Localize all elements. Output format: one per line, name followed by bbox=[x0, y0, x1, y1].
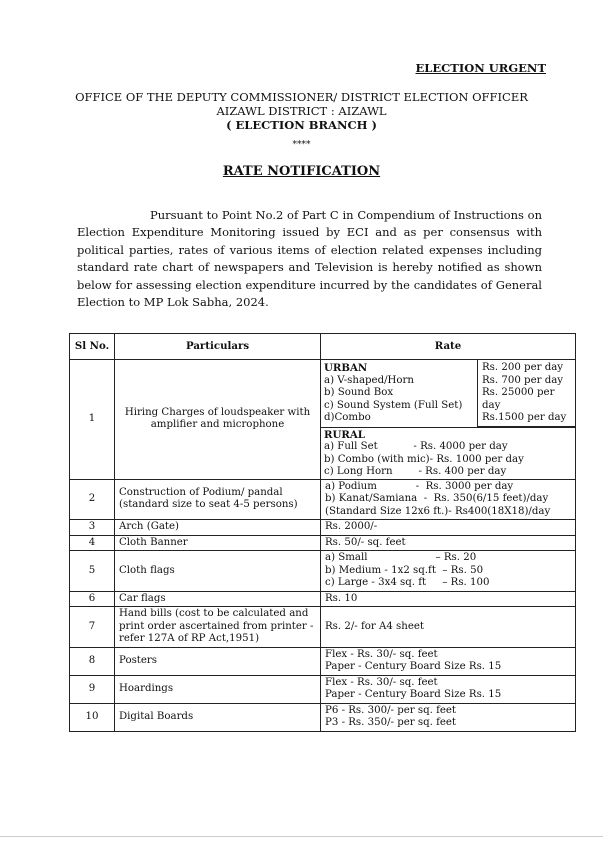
urban-prices: Rs. 200 per day Rs. 700 per day Rs. 25000 per day Rs.1500 per day bbox=[478, 360, 576, 426]
page-title: RATE NOTIFICATION bbox=[222, 164, 381, 179]
table-row bbox=[70, 607, 576, 648]
row8-sl: 8 bbox=[70, 647, 115, 675]
row1-rate bbox=[321, 360, 576, 480]
header-particulars: Particulars bbox=[115, 334, 321, 360]
intro-paragraph: Pursuant to Point No.2 of Part C in Compendium of Instructions on Election Expenditure Monitoring issued by ECI and as per consensus with political parties, rates of various items of election related expenses including standard rate chart of newspapers and Television is hereby notified as shown below for assessing election expenditure incurred by the candidates of General Election to MP Lok Sabha, 2024. bbox=[77, 208, 542, 310]
table-header-row bbox=[70, 334, 576, 360]
rate-table bbox=[69, 333, 576, 732]
urban-items: a) V-shaped/Horn b) Sound Box c) Sound System (Full Set) d)Combo bbox=[324, 374, 463, 423]
row5-sl: 5 bbox=[70, 551, 115, 592]
row7-particulars: Hand bills (cost to be calculated and print order ascertained from printer - refer 127A of RP Act,1951) bbox=[115, 607, 321, 648]
row1-particulars: Hiring Charges of loudspeaker with amplifier and microphone bbox=[115, 360, 321, 480]
row8-particulars: Posters bbox=[115, 647, 321, 675]
row10-rate: P6 - Rs. 300/- per sq. feet P3 - Rs. 350/- per sq. feet bbox=[321, 703, 576, 731]
row9-rate: Flex - Rs. 30/- sq. feet Paper - Century Board Size Rs. 15 bbox=[321, 675, 576, 703]
urban-rates bbox=[321, 360, 575, 427]
branch-title: ( ELECTION BRANCH ) bbox=[226, 118, 377, 132]
row9-sl: 9 bbox=[70, 675, 115, 703]
rural-items: a) Full Set - Rs. 4000 per day b) Combo (with mic)- Rs. 1000 per day c) Long Horn - Rs. 400 per day bbox=[324, 441, 524, 477]
row6-particulars: Car flags bbox=[115, 591, 321, 607]
table-row bbox=[70, 479, 576, 520]
row2-sl: 2 bbox=[70, 479, 115, 520]
row4-rate: Rs. 50/- sq. feet bbox=[321, 535, 576, 551]
table-row bbox=[70, 360, 576, 480]
rural-label: RURAL bbox=[324, 428, 365, 441]
district-title: AIZAWL DISTRICT : AIZAWL bbox=[216, 104, 387, 118]
header-sl: Sl No. bbox=[70, 334, 115, 360]
header-rate: Rate bbox=[321, 334, 576, 360]
office-title: OFFICE OF THE DEPUTY COMMISSIONER/ DISTRICT ELECTION OFFICER bbox=[75, 90, 528, 104]
row2-particulars: Construction of Podium/ pandal (standard size to seat 4-5 persons) bbox=[115, 479, 321, 520]
table-row bbox=[70, 591, 576, 607]
table-row bbox=[70, 535, 576, 551]
table-row bbox=[70, 675, 576, 703]
row8-rate: Flex - Rs. 30/- sq. feet Paper - Century Board Size Rs. 15 bbox=[321, 647, 576, 675]
table-row bbox=[70, 520, 576, 536]
row10-sl: 10 bbox=[70, 703, 115, 731]
table-row bbox=[70, 551, 576, 592]
row3-particulars: Arch (Gate) bbox=[115, 520, 321, 536]
row3-sl: 3 bbox=[70, 520, 115, 536]
row4-particulars: Cloth Banner bbox=[115, 535, 321, 551]
page-divider bbox=[0, 836, 603, 837]
row6-sl: 6 bbox=[70, 591, 115, 607]
row2-rate: a) Podium - Rs. 3000 per day b) Kanat/Samiana - Rs. 350(6/15 feet)/day (Standard Size 12x6 ft.)- Rs400(18X18)/day bbox=[321, 479, 576, 520]
table-row bbox=[70, 703, 576, 731]
row7-rate: Rs. 2/- for A4 sheet bbox=[321, 607, 576, 648]
table-row bbox=[70, 647, 576, 675]
row4-sl: 4 bbox=[70, 535, 115, 551]
row7-sl: 7 bbox=[70, 607, 115, 648]
row9-particulars: Hoardings bbox=[115, 675, 321, 703]
election-urgent-label: ELECTION URGENT bbox=[415, 61, 546, 75]
row5-rate: a) Small – Rs. 20 b) Medium - 1x2 sq.ft – Rs. 50 c) Large - 3x4 sq. ft – Rs. 100 bbox=[321, 551, 576, 592]
separator-stars: **** bbox=[292, 140, 311, 150]
row3-rate: Rs. 2000/- bbox=[321, 520, 576, 536]
row10-particulars: Digital Boards bbox=[115, 703, 321, 731]
row1-sl: 1 bbox=[70, 360, 115, 480]
row6-rate: Rs. 10 bbox=[321, 591, 576, 607]
rural-block bbox=[321, 427, 575, 479]
urban-label: URBAN bbox=[324, 362, 368, 374]
row5-particulars: Cloth flags bbox=[115, 551, 321, 592]
